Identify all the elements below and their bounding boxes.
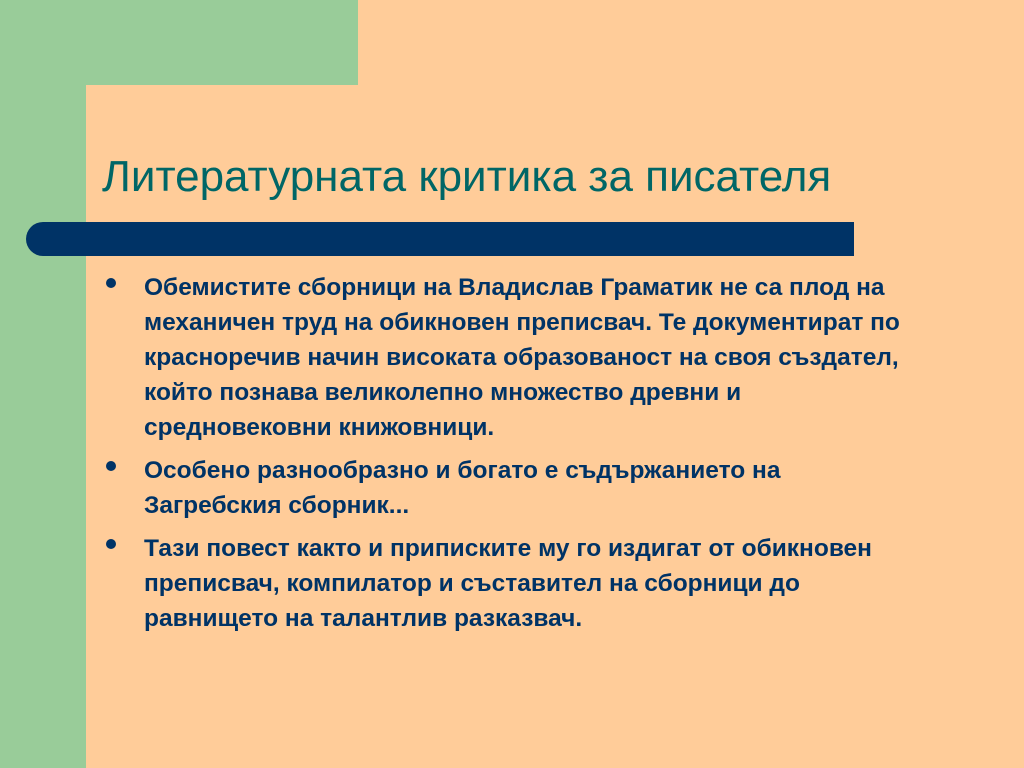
bullet-item [104, 270, 904, 445]
bullet-list [104, 270, 904, 644]
bullet-dot-icon [106, 539, 116, 549]
green-side-strip [0, 0, 86, 768]
bullet-item [104, 453, 904, 523]
bullet-dot-icon [106, 278, 116, 288]
title-divider-bar [26, 222, 854, 256]
slide-title: Литературната критика за писателя [102, 152, 832, 201]
bullet-text: Тази повест както и приписките му го издигат от обикновен преписвач, компилатор и съставител на сборници до равнището на талантлив разказвач. [144, 535, 872, 632]
bullet-dot-icon [106, 461, 116, 471]
bullet-text: Обемистите сборници на Владислав Граматик не са плод на механичен труд на обикновен преписвач. Те документират по красноречив начин високата образованост на своя създател, който познава великолепно множество древни и средновековни книжовници. [144, 274, 900, 441]
bullet-text: Особено разнообразно и богато е съдържанието на Загребския сборник... [144, 457, 781, 519]
bullet-item [104, 531, 904, 636]
panel-rounded-corner [86, 85, 146, 145]
